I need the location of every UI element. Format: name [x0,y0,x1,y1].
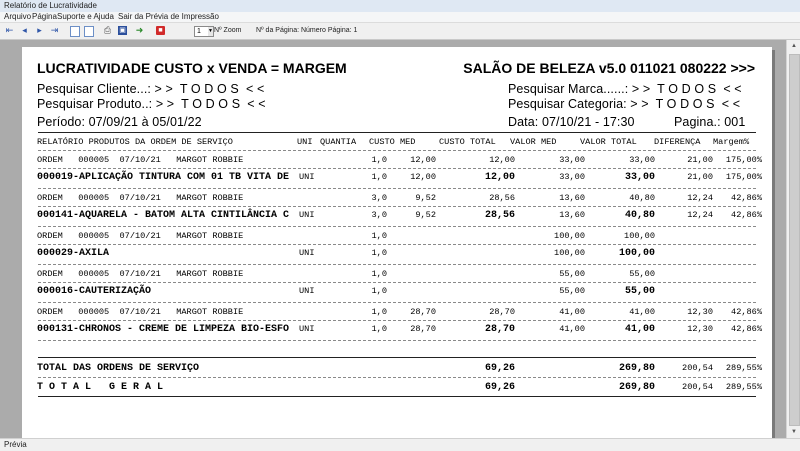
first-page-icon[interactable]: ⇤ [5,25,14,35]
total-geral-label: T O T A L G E R A L [37,382,164,393]
totals-dash [38,377,756,378]
menu-sair-previa[interactable]: Sair da Prévia de Impressão [118,12,219,21]
row-diferenca: 21,00 [687,155,713,165]
row-desc: 000016-CAUTERIZAÇÃO [37,286,152,297]
col-header-custo-total: CUSTO TOTAL [439,137,496,147]
row-quantia: 1,0 [371,269,387,279]
print-icon[interactable]: ⎙ [103,25,112,35]
row-desc: 000019-APLICAÇÃO TINTURA COM 01 TB VITA DE [37,172,290,183]
report-title: LUCRATIVIDADE CUSTO x VENDA = MARGEM [37,60,347,76]
row-custo-med: 12,00 [410,155,436,165]
row-valor-total: 40,80 [624,210,655,221]
zoom-select[interactable] [194,26,214,37]
row-custo-med: 28,70 [410,324,436,334]
menu-bar [0,12,800,23]
window-title: Relatório de Lucratividade [4,1,97,10]
row-quantia: 1,0 [371,307,387,317]
row-valor-total: 55,00 [624,286,655,297]
total-ordens-diferenca: 200,54 [682,363,713,373]
row-desc: ORDEM 000005 07/10/21 MARGOT ROBBIE [37,193,244,203]
menu-pagina[interactable]: Página [32,12,57,21]
toolbar [0,23,800,40]
next-page-icon[interactable]: ▸ [37,25,42,35]
row-desc: ORDEM 000005 07/10/21 MARGOT ROBBIE [37,231,244,241]
page-number-label: Nº da Página: Número Página: 1 [256,27,358,34]
total-ordens-label: TOTAL DAS ORDENS DE SERVIÇO [37,363,200,374]
filter-categoria: Pesquisar Categoria: > > T O D O S < < [508,97,741,111]
col-header-margem: Margem% [713,137,750,147]
row-valor-med: 55,00 [559,269,585,279]
two-page-icon[interactable] [84,26,94,37]
row-desc: 000029-AXILA [37,248,110,259]
row-margem: 175,00% [725,172,762,182]
row-quantia: 1,0 [371,248,387,258]
report-page-number: Pagina.: 001 [674,115,746,129]
col-header-uni: UNI [297,137,313,147]
row-margem: 42,86% [731,307,762,317]
row-quantia: 1,0 [371,231,387,241]
row-divider [38,206,756,207]
company-name: SALÃO DE BELEZA v5.0 011021 080222 >>> [463,60,755,76]
row-divider [38,320,756,321]
row-margem: 42,86% [731,193,762,203]
row-divider [38,188,756,189]
total-geral-margem: 289,55% [725,382,762,392]
col-header-diferenca: DIFERENÇA [654,137,701,147]
status-text: Prévia [4,440,27,449]
scroll-thumb[interactable] [789,54,800,426]
row-divider [38,168,756,169]
row-valor-total: 40,80 [629,193,655,203]
row-divider [38,264,756,265]
row-diferenca: 12,24 [687,210,713,220]
row-valor-med: 13,60 [559,193,585,203]
col-header-quantia: QUANTIA [320,137,357,147]
export-icon[interactable]: ➜ [135,25,144,35]
header-divider [38,132,756,133]
row-valor-med: 33,00 [559,172,585,182]
row-valor-total: 100,00 [618,248,655,259]
row-valor-med: 41,00 [559,307,585,317]
row-custo-med: 12,00 [410,172,436,182]
row-valor-total: 41,00 [624,324,655,335]
row-divider [38,302,756,303]
col-header-valor-total: VALOR TOTAL [580,137,637,147]
row-desc: ORDEM 000005 07/10/21 MARGOT ROBBIE [37,307,244,317]
end-divider [38,396,756,397]
row-custo-total: 28,56 [489,193,515,203]
status-bar [0,438,800,451]
zoom-value: 1 [197,28,201,35]
totals-divider [38,357,756,358]
row-margem: 175,00% [725,155,762,165]
col-header-custo-med: CUSTO MED [369,137,416,147]
row-divider [38,244,756,245]
row-desc: ORDEM 000005 07/10/21 MARGOT ROBBIE [37,269,244,279]
row-quantia: 1,0 [371,286,387,296]
prev-page-icon[interactable]: ◂ [22,25,27,35]
vertical-scrollbar[interactable] [786,40,800,438]
col-header-valor-med: VALOR MED [510,137,557,147]
row-valor-med: 100,00 [554,231,585,241]
total-ordens-valor: 269,80 [618,363,655,374]
row-valor-total: 33,00 [624,172,655,183]
row-custo-total: 12,00 [489,155,515,165]
row-valor-total: 100,00 [624,231,655,241]
total-ordens-custo: 69,26 [484,363,515,374]
column-divider [38,150,756,151]
row-diferenca: 21,00 [687,172,713,182]
periodo: Período: 07/09/21 à 05/01/22 [37,115,202,129]
preview-area[interactable] [0,40,786,438]
row-custo-total: 12,00 [484,172,515,183]
row-custo-total: 28,70 [484,324,515,335]
row-margem: 42,86% [731,210,762,220]
row-valor-med: 33,00 [559,155,585,165]
row-valor-med: 41,00 [559,324,585,334]
row-custo-med: 28,70 [410,307,436,317]
last-page-icon[interactable]: ⇥ [50,25,59,35]
row-diferenca: 12,30 [687,324,713,334]
filter-produto: Pesquisar Produto..: > > T O D O S < < [37,97,266,111]
menu-suporte[interactable]: Suporte e Ajuda [57,12,114,21]
row-desc: ORDEM 000005 07/10/21 MARGOT ROBBIE [37,155,244,165]
report-date: Data: 07/10/21 - 17:30 [508,115,635,129]
row-quantia: 1,0 [371,324,387,334]
filter-cliente: Pesquisar Cliente...: > > T O D O S < < [37,82,265,96]
row-uni: UNI [299,210,315,220]
row-divider [38,282,756,283]
zoom-label: Nº Zoom [214,27,242,34]
total-geral-valor: 269,80 [618,382,655,393]
row-diferenca: 12,24 [687,193,713,203]
menu-arquivo[interactable]: Arquivo [4,12,32,21]
row-quantia: 1,0 [371,155,387,165]
scroll-down-icon[interactable]: ▼ [791,429,797,435]
row-desc: 000141-AQUARELA - BATOM ALTA CINTILÂNCIA C [37,210,290,221]
row-valor-med: 55,00 [559,286,585,296]
filter-marca: Pesquisar Marca......: > > T O D O S < < [508,82,742,96]
row-quantia: 3,0 [371,193,387,203]
chevron-down-icon: ▼ [208,28,213,34]
row-uni: UNI [299,324,315,334]
row-margem: 42,86% [731,324,762,334]
row-divider [38,340,756,341]
row-valor-total: 33,00 [629,155,655,165]
row-custo-med: 9,52 [415,210,436,220]
row-desc: 000131-CHRONOS - CREME DE LIMPEZA BIO-ESFO [37,324,290,335]
row-quantia: 1,0 [371,172,387,182]
scroll-up-icon[interactable]: ▲ [791,43,797,49]
report-page [22,47,772,438]
row-valor-med: 13,60 [559,210,585,220]
single-page-icon[interactable] [70,26,80,37]
total-geral-diferenca: 200,54 [682,382,713,392]
col-header-produto: RELATÓRIO PRODUTOS DA ORDEM DE SERVIÇO [37,137,233,147]
row-quantia: 3,0 [371,210,387,220]
save-icon[interactable]: ▣ [119,27,126,34]
row-custo-total: 28,70 [489,307,515,317]
row-valor-med: 100,00 [554,248,585,258]
row-custo-med: 9,52 [415,193,436,203]
row-uni: UNI [299,286,315,296]
row-uni: UNI [299,248,315,258]
row-uni: UNI [299,172,315,182]
row-divider [38,226,756,227]
total-geral-custo: 69,26 [484,382,515,393]
row-valor-total: 55,00 [629,269,655,279]
row-diferenca: 12,30 [687,307,713,317]
row-custo-total: 28,56 [484,210,515,221]
close-preview-icon[interactable]: ■ [156,26,165,35]
total-ordens-margem: 289,55% [725,363,762,373]
row-valor-total: 41,00 [629,307,655,317]
